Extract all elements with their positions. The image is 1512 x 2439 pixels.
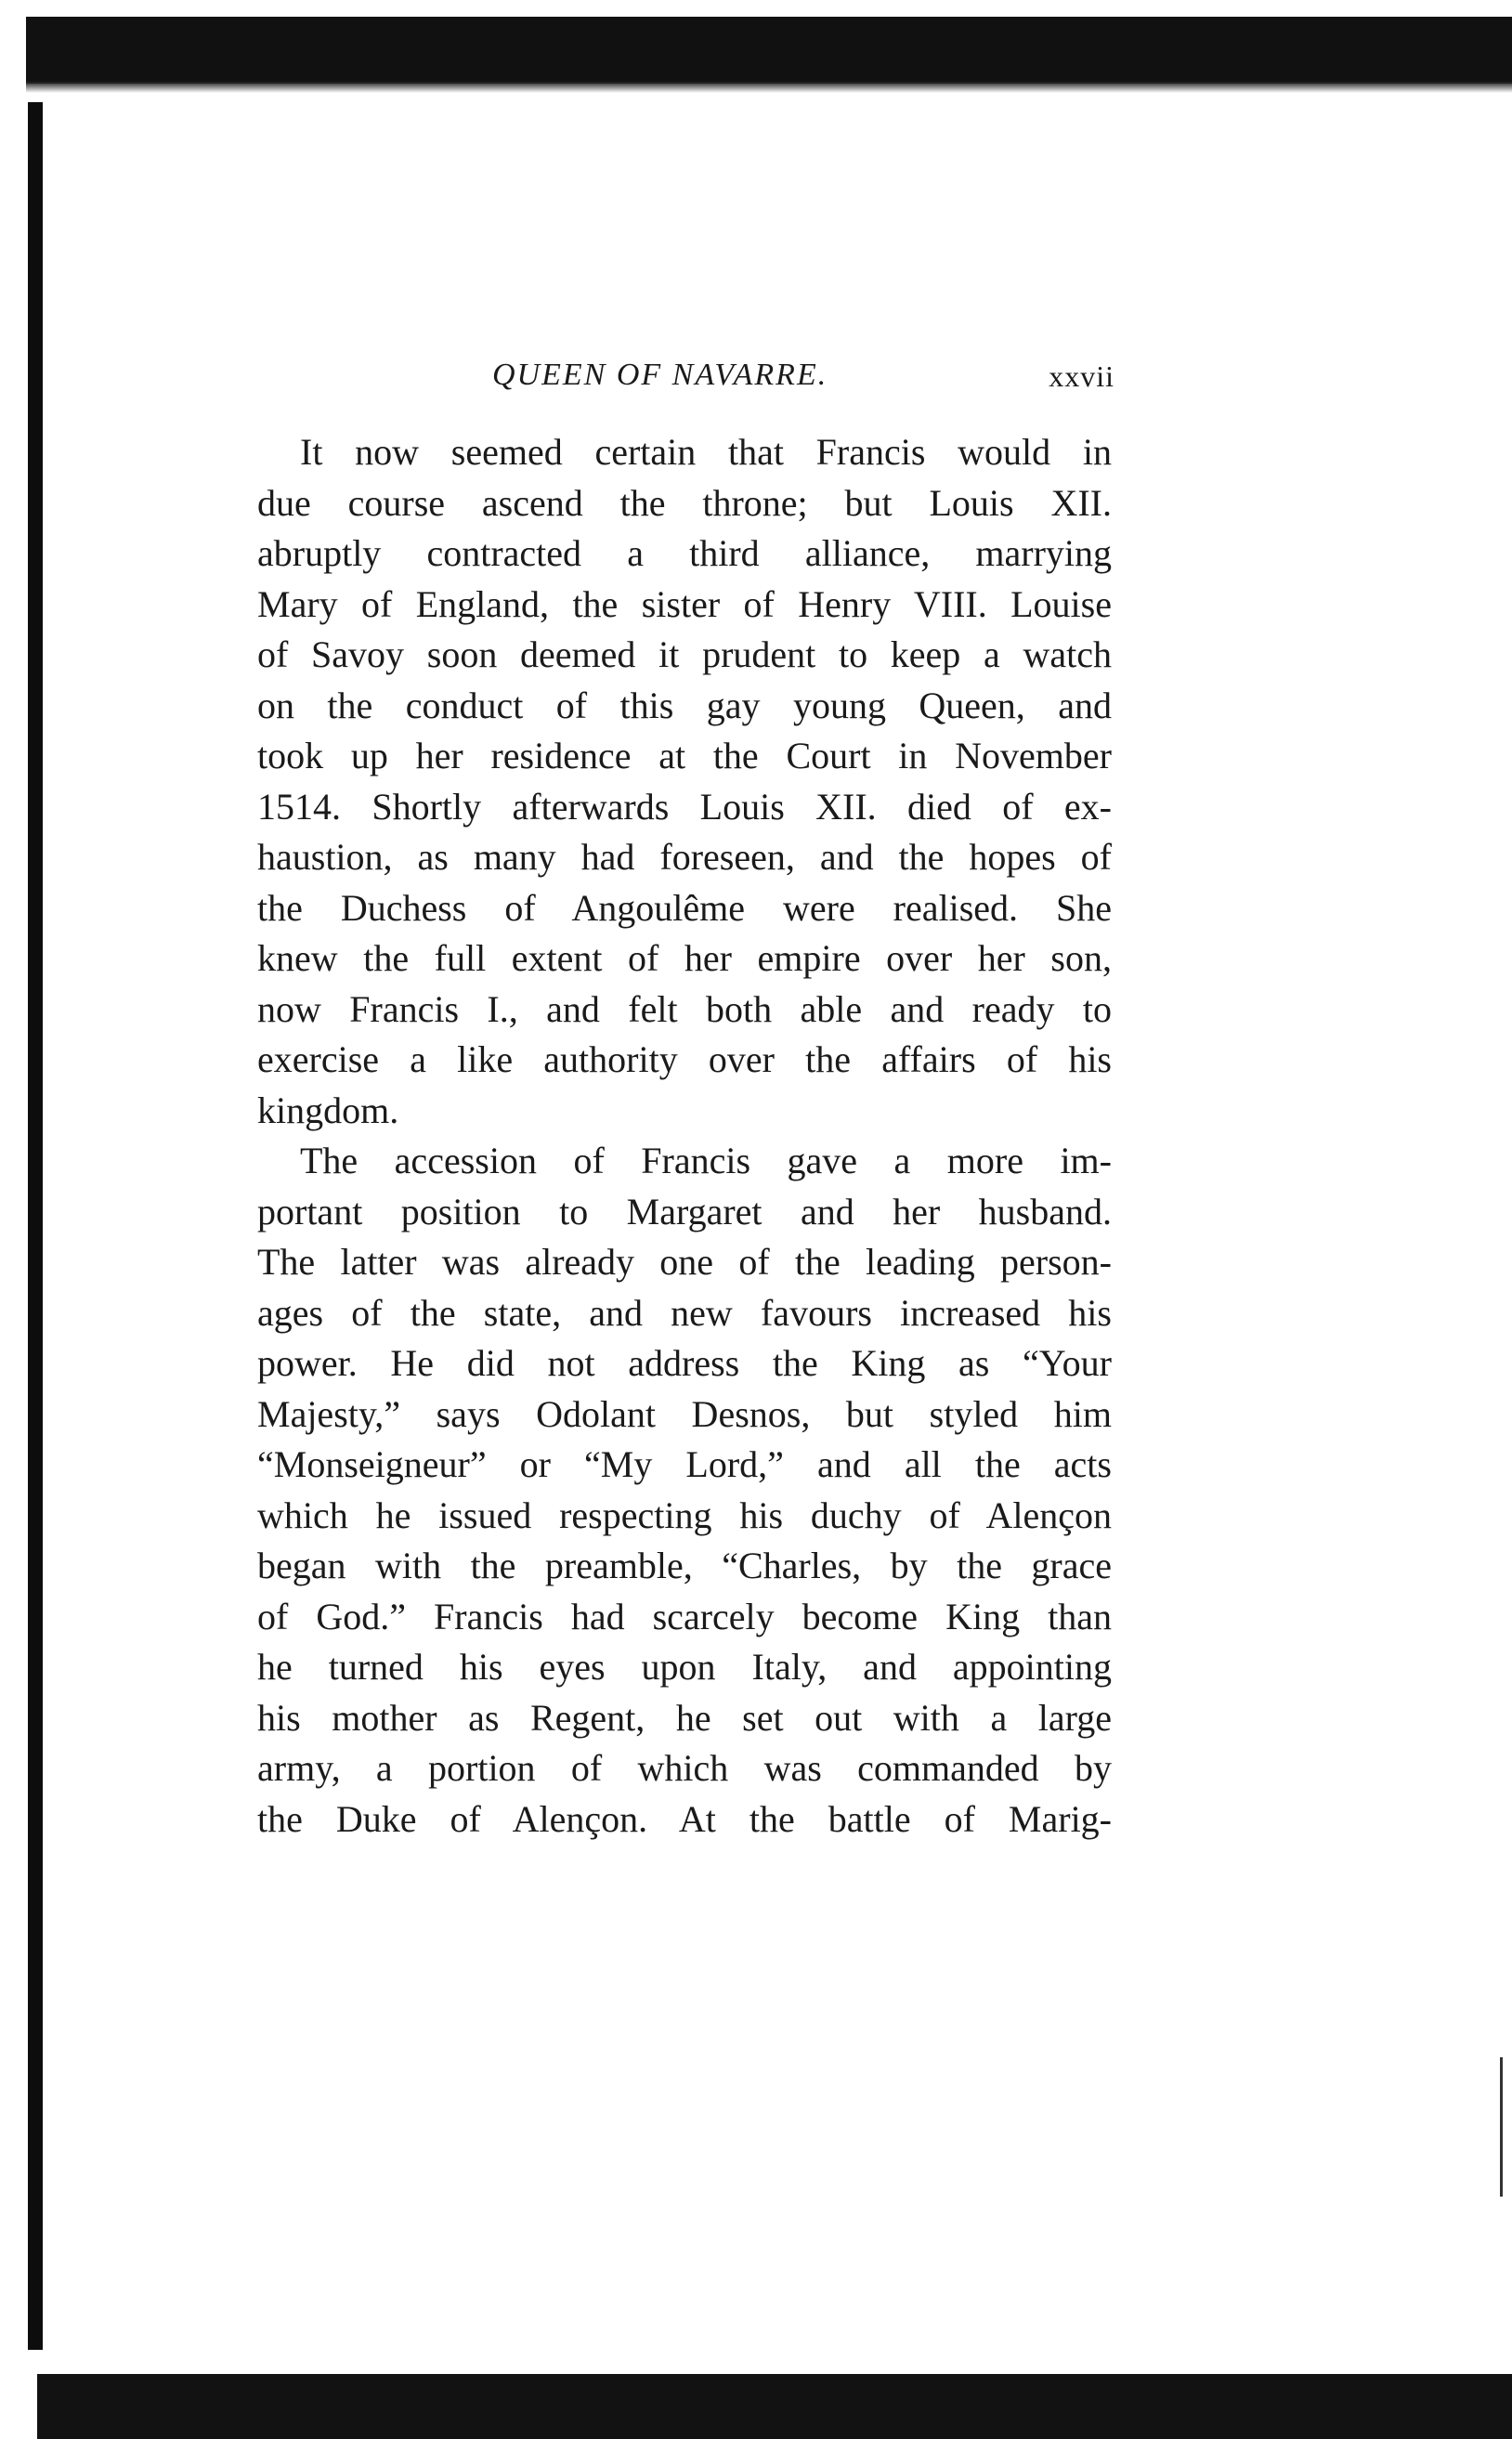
scan-border-bottom bbox=[37, 2374, 1512, 2439]
text-line: portant position to Margaret and her husband. bbox=[257, 1190, 1112, 1233]
text-line: took up her residence at the Court in November bbox=[257, 735, 1112, 776]
text-line: due course ascend the throne; but Louis XII. bbox=[257, 481, 1112, 524]
text-line: kingdom. bbox=[257, 1089, 399, 1131]
text-line: Mary of England, the sister of Henry VIII. Louise bbox=[257, 582, 1112, 625]
text-line: “Monseigneur” or “My Lord,” and all the acts bbox=[257, 1443, 1112, 1485]
text-line: the Duchess of Angoulême were realised. She bbox=[257, 886, 1112, 929]
text-line: of Savoy soon deemed it prudent to keep a watch bbox=[257, 633, 1112, 675]
text-line: 1514. Shortly afterwards Louis XII. died of ex- bbox=[257, 785, 1112, 828]
text-line: It now seemed certain that Francis would in bbox=[300, 431, 1112, 473]
scan-border-top bbox=[26, 17, 1512, 84]
body-text bbox=[257, 427, 1112, 1845]
text-line: exercise a like authority over the affairs of his bbox=[257, 1038, 1112, 1080]
text-line: abruptly contracted a third alliance, marrying bbox=[257, 532, 1112, 574]
text-line: he turned his eyes upon Italy, and appointing bbox=[257, 1646, 1112, 1688]
page-header bbox=[260, 358, 1114, 404]
text-line: army, a portion of which was commanded by bbox=[257, 1747, 1112, 1789]
text-line: haustion, as many had foreseen, and the hopes of bbox=[257, 836, 1112, 878]
text-line: The accession of Francis gave a more im- bbox=[300, 1140, 1112, 1181]
text-line: Majesty,” says Odolant Desnos, but styled him bbox=[257, 1392, 1112, 1435]
scan-edge-mark bbox=[1500, 2057, 1503, 2197]
text-line: ages of the state, and new favours increased his bbox=[257, 1291, 1112, 1334]
running-head: QUEEN OF NAVARRE. bbox=[492, 358, 828, 392]
text-line: his mother as Regent, he set out with a large bbox=[257, 1696, 1112, 1739]
text-line: began with the preamble, “Charles, by the grace bbox=[257, 1545, 1112, 1586]
text-line: the Duke of Alençon. At the battle of Marig- bbox=[257, 1797, 1112, 1840]
text-line: on the conduct of this gay young Queen, and bbox=[257, 684, 1112, 726]
text-line: of God.” Francis had scarcely become King than bbox=[257, 1595, 1112, 1637]
text-line: knew the full extent of her empire over her son, bbox=[257, 937, 1112, 979]
page-number: xxvii bbox=[1049, 359, 1114, 393]
text-line: which he issued respecting his duchy of Alençon bbox=[257, 1493, 1112, 1536]
scan-border-left bbox=[28, 102, 43, 2350]
text-line: power. He did not address the King as “Your bbox=[257, 1342, 1112, 1384]
text-line: now Francis I., and felt both able and ready to bbox=[257, 987, 1112, 1030]
text-line: The latter was already one of the leading person- bbox=[257, 1241, 1112, 1283]
